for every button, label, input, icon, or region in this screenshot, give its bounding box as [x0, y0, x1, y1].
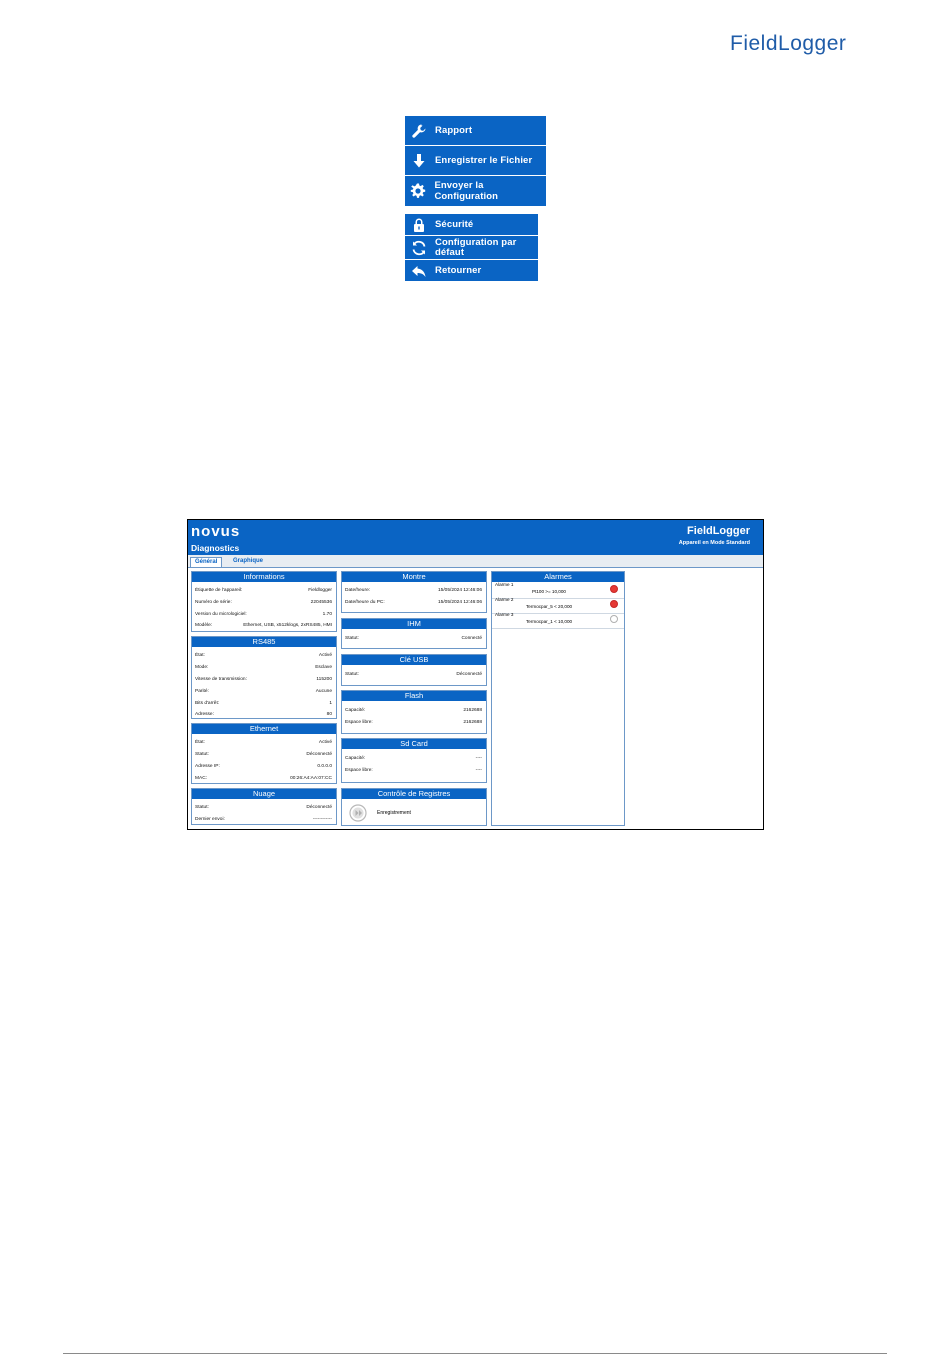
- panel-alarmes: [491, 571, 625, 826]
- rs485-row: [195, 653, 332, 658]
- page-footer-rule: [63, 1353, 887, 1354]
- row-label: Adresse IP:: [195, 764, 220, 769]
- row-label: Espace libre:: [345, 768, 373, 773]
- menu-securite-label: Sécurité: [435, 219, 474, 230]
- menu-config-defaut-label: [435, 238, 516, 258]
- row-value: 2162688: [463, 720, 482, 725]
- novus-logo: [191, 523, 253, 539]
- diagnostics-screenshot: [187, 519, 764, 830]
- flash-row: [345, 720, 482, 725]
- panel-title: Ethernet: [192, 724, 336, 734]
- fieldlogger-logo: [730, 30, 886, 56]
- info-row: [195, 612, 332, 617]
- panel-ihm: [341, 618, 487, 649]
- sdcard-row: [345, 768, 482, 773]
- refresh-icon: [410, 239, 427, 256]
- menu-enregistrer-label: Enregistrer le Fichier: [435, 155, 533, 166]
- panel-controle-registres: [341, 788, 487, 826]
- menu-rapport-label: Rapport: [435, 125, 473, 136]
- row-value: Activé: [318, 653, 332, 658]
- sdcard-row: [345, 756, 482, 761]
- panel-title: Sd Card: [342, 739, 486, 749]
- menu-config-defaut-line1: Configuration par: [435, 236, 517, 248]
- wrench-icon: [410, 122, 427, 139]
- row-value: 22045536: [310, 600, 332, 605]
- record-label: Enregistrement: [377, 810, 411, 816]
- panel-flash: [341, 690, 487, 734]
- row-value: ----: [475, 768, 482, 773]
- panel-title: Flash: [342, 691, 486, 701]
- alarm-condition: Pt100 >= 10,000: [532, 589, 566, 594]
- ethernet-row: [195, 740, 332, 745]
- row-label: Statut:: [195, 805, 209, 810]
- ethernet-row: [195, 752, 332, 757]
- ihm-row: [345, 636, 482, 641]
- row-label: Parité:: [195, 689, 209, 694]
- tab-general[interactable]: Général: [190, 557, 222, 567]
- panel-ethernet: [191, 723, 337, 784]
- menu-config-defaut-button[interactable]: [405, 236, 538, 259]
- gear-icon: [410, 183, 426, 200]
- info-row: [195, 600, 332, 605]
- row-value: 15/05/2024 12:46:06: [437, 588, 482, 593]
- rs485-row: [195, 689, 332, 694]
- row-label: MAC:: [195, 776, 207, 781]
- menu-retourner-label: Retourner: [435, 265, 482, 276]
- back-arrow-icon: [410, 262, 427, 279]
- row-label: Vitesse de transmission:: [195, 677, 247, 682]
- rs485-row: [195, 665, 332, 670]
- panel-title: RS485: [192, 637, 336, 647]
- ethernet-row: [195, 776, 332, 781]
- section-title: Diagnostics: [191, 543, 240, 553]
- rs485-row: [195, 701, 332, 706]
- panel-title: Clé USB: [342, 655, 486, 665]
- row-value: Fieldlogger: [308, 588, 332, 593]
- row-label: Statut:: [345, 636, 359, 641]
- row-label: Dernier envoi:: [195, 817, 225, 822]
- row-label: Adresse:: [195, 712, 214, 717]
- row-value: 115200: [316, 677, 332, 682]
- alarm-divider: [492, 628, 624, 629]
- panel-informations: [191, 571, 337, 632]
- menu-retourner-button[interactable]: [405, 260, 538, 281]
- nuage-row: [195, 805, 332, 810]
- row-value: Activé: [318, 740, 332, 745]
- panel-montre: [341, 571, 487, 613]
- montre-row: [345, 588, 482, 593]
- panel-title: Alarmes: [492, 572, 624, 582]
- panel-nuage: [191, 788, 337, 825]
- alarm-condition: Termocpar_1 < 10,000: [526, 619, 573, 624]
- row-value: ----: [475, 756, 482, 761]
- alarm-led-on-icon: [610, 585, 618, 593]
- fieldlogger-logo-text: FieldLogger: [730, 32, 847, 55]
- tab-graphique[interactable]: Graphique: [233, 558, 264, 564]
- app-header: [188, 520, 763, 555]
- novus-logo-text: novus: [191, 523, 241, 539]
- flash-row: [345, 708, 482, 713]
- alarm-condition: Termocpar_5 < 20,000: [526, 604, 573, 609]
- row-value: 0.0.0.0: [317, 764, 332, 769]
- panel-title: Informations: [192, 572, 336, 582]
- row-label: Modèle:: [195, 623, 213, 628]
- record-icon[interactable]: [349, 804, 367, 822]
- rs485-row: [195, 677, 332, 682]
- panel-sd-card: [341, 738, 487, 783]
- row-label: Mode:: [195, 665, 209, 670]
- info-row: [195, 588, 332, 593]
- row-value: ------------: [312, 817, 332, 822]
- row-value: 15/05/2024 12:46:06: [437, 600, 482, 605]
- alarm-led-on-icon: [610, 600, 618, 608]
- row-value: 2162688: [463, 708, 482, 713]
- row-value: Connecté: [461, 636, 482, 641]
- montre-row: [345, 600, 482, 605]
- row-value: 1: [329, 701, 332, 706]
- lock-icon: [410, 216, 427, 233]
- panel-title: Contrôle de Registres: [342, 789, 486, 799]
- panel-rs485: [191, 636, 337, 719]
- row-label: Version du micrologiciel:: [195, 612, 247, 617]
- nuage-row: [195, 817, 332, 822]
- fieldlogger-logo-mark: [730, 30, 886, 56]
- menu-rapport-button[interactable]: [405, 116, 546, 145]
- row-label: Capacité:: [345, 756, 366, 761]
- row-label: Date/heure du PC:: [345, 600, 385, 605]
- row-label: Espace libre:: [345, 720, 373, 725]
- panel-title: Nuage: [192, 789, 336, 799]
- row-label: État:: [195, 740, 205, 745]
- panel-title: Montre: [342, 572, 486, 582]
- row-value: 00:26:A4:AA:07:CC: [290, 776, 332, 781]
- row-label: État:: [195, 653, 205, 658]
- download-arrow-icon: [410, 152, 427, 169]
- menu-envoyer-button[interactable]: [405, 176, 546, 206]
- row-label: Statut:: [195, 752, 209, 757]
- info-row: [195, 623, 332, 628]
- usb-row: [345, 672, 482, 677]
- alarm-led-off-icon: [610, 615, 618, 623]
- rs485-row: [195, 712, 332, 717]
- row-label: Date/heure:: [345, 588, 371, 593]
- alarm-name: Alarme 2: [495, 597, 514, 602]
- row-value: Déconnecté: [306, 752, 332, 757]
- row-value: 1.70: [322, 612, 332, 617]
- row-label: Bits d'arrêt:: [195, 701, 220, 706]
- menu-envoyer-label: Envoyer la Configuration: [434, 180, 499, 202]
- menu-config-defaut-line2: défaut: [435, 246, 465, 258]
- product-title: FieldLogger: [687, 525, 750, 537]
- row-label: Étiquette de l'appareil:: [195, 588, 243, 593]
- alarm-name: Alarme 1: [495, 582, 514, 587]
- row-value: 80: [326, 712, 332, 717]
- device-mode: Appareil en Mode Standard: [678, 540, 750, 546]
- row-label: Capacité:: [345, 708, 366, 713]
- menu-enregistrer-button[interactable]: [405, 146, 546, 175]
- row-label: Statut:: [345, 672, 359, 677]
- row-value: Aucune: [315, 689, 332, 694]
- tab-bar: [188, 555, 763, 568]
- row-value: Ethernet, USB, x512klogs, 2xRS485, HMI: [243, 623, 332, 628]
- alarm-name: Alarme 3: [495, 612, 514, 617]
- panel-cle-usb: [341, 654, 487, 686]
- row-label: Numéro de série:: [195, 600, 232, 605]
- panel-title: IHM: [342, 619, 486, 629]
- menu-securite-button[interactable]: [405, 214, 538, 235]
- ethernet-row: [195, 764, 332, 769]
- row-value: Déconnecté: [456, 672, 482, 677]
- row-value: Esclave: [315, 665, 332, 670]
- row-value: Déconnecté: [306, 805, 332, 810]
